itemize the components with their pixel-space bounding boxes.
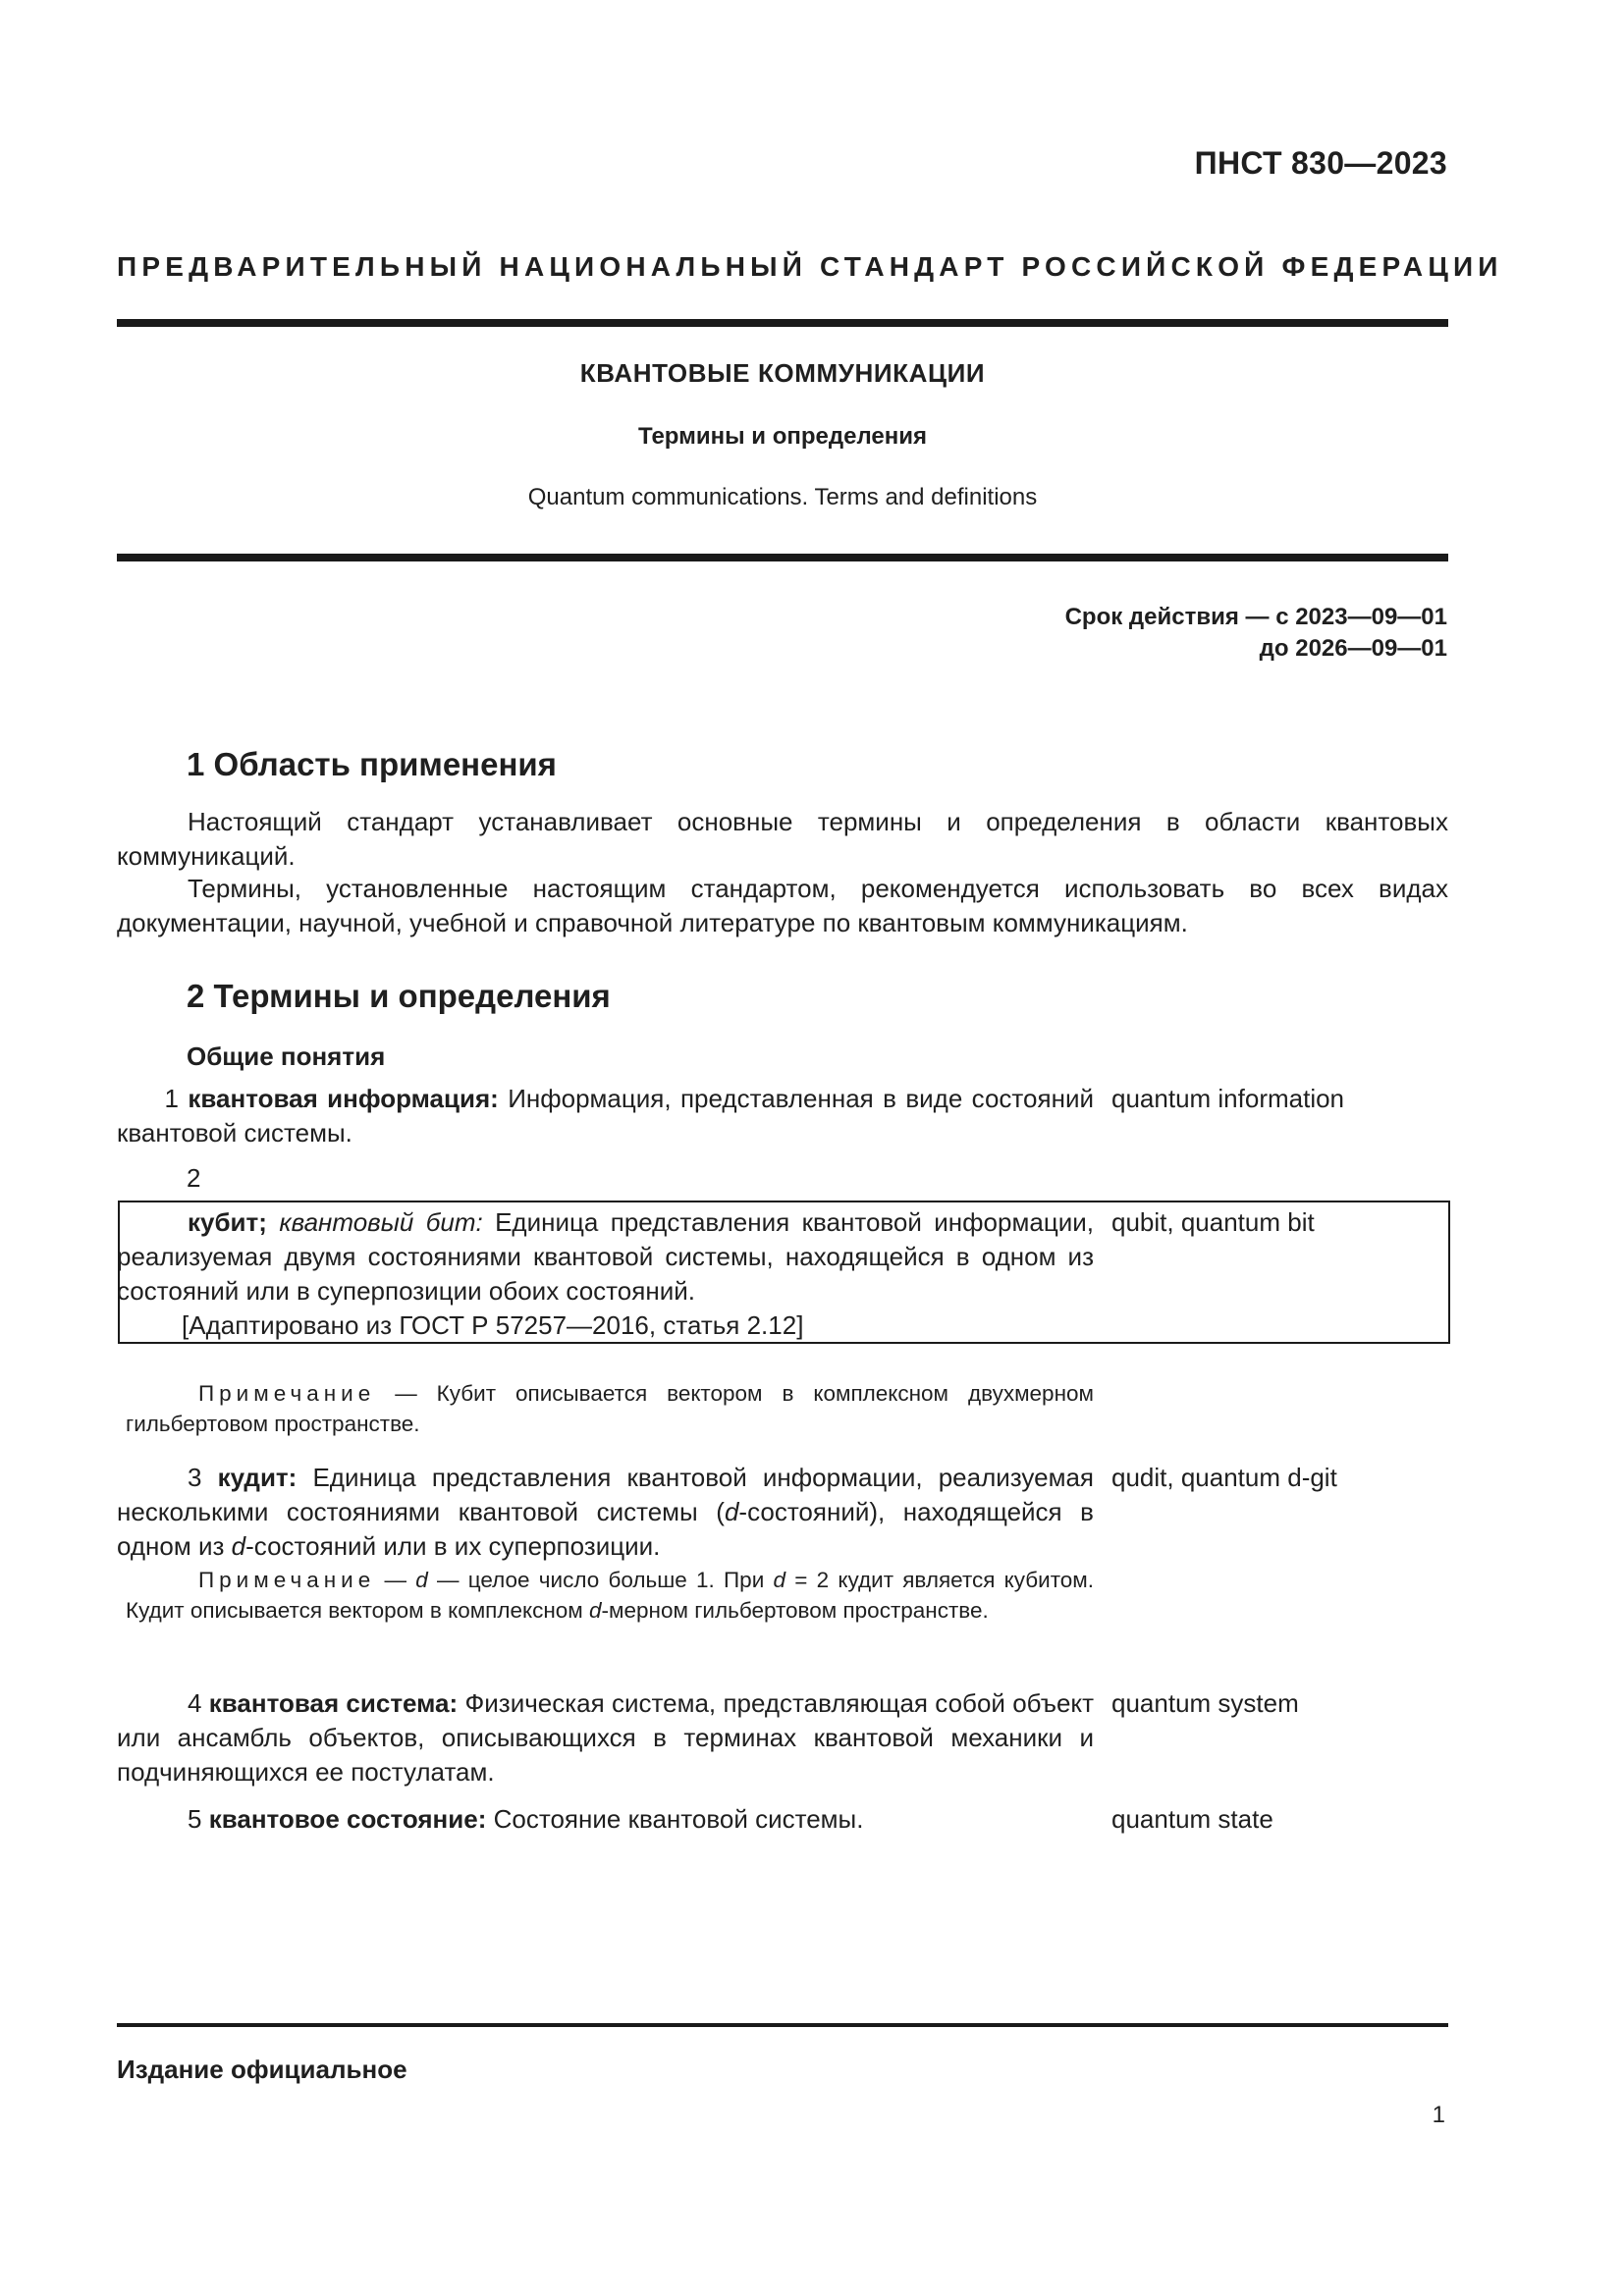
term-2-definition: Единица представления квантовой информации, реализуемая двумя состояниями квантовой системы, находящейся в одном из состояний или в суперпозиции обоих состояний. (117, 1207, 1094, 1306)
validity-from: Срок действия — с 2023—09—01 (1064, 604, 1447, 630)
title-main: КВАНТОВЫЕ КОММУНИКАЦИИ (579, 358, 986, 388)
term-1-definition: Информация, представленная в виде состояний квантовой системы. (117, 1084, 1094, 1148)
term-2-number: 2 (187, 1163, 201, 1193)
term-2 (117, 1205, 1094, 1343)
term-1-number: 1 (164, 1084, 179, 1113)
term-4-number: 4 (188, 1688, 202, 1718)
term-3-note-part: — целое число больше 1. При (437, 1568, 765, 1592)
term-1-english: quantum information (1111, 1084, 1345, 1113)
term-4-english: quantum system (1111, 1688, 1299, 1718)
term-3-note-d: d (589, 1598, 602, 1623)
term-5-definition: Состояние квантовой системы. (493, 1804, 864, 1834)
term-3-note-dash: — (384, 1568, 406, 1592)
term-5-number: 5 (188, 1804, 202, 1834)
document-number: ПНСТ 830—2023 (1194, 145, 1447, 181)
term-5-english: quantum state (1111, 1804, 1273, 1834)
term-2-note-label: Примечание (198, 1381, 376, 1406)
term-2-note-text: — Кубит описывается вектором в комплексном двухмерном гильбертовом пространстве. (126, 1381, 1094, 1436)
validity-to: до 2026—09—01 (1259, 635, 1447, 662)
section-2-heading: 2 Термины и определения (187, 978, 611, 1014)
top-divider (117, 319, 1448, 327)
section-1-paragraph-2: Термины, установленные настоящим стандартом, рекомендуется использовать во всех видах документации, научной, учебной и справочной литературе по квантовым коммуникациям. (117, 874, 1448, 937)
title-divider (117, 554, 1448, 561)
term-3-definition-part: -состояний или в их суперпозиции. (245, 1531, 661, 1561)
standard-type: ПРЕДВАРИТЕЛЬНЫЙ НАЦИОНАЛЬНЫЙ СТАНДАРТ РОССИЙСКОЙ ФЕДЕРАЦИИ (117, 251, 1503, 282)
term-3-number: 3 (188, 1463, 202, 1492)
term-5 (117, 1802, 1094, 1837)
term-2-english: qubit, quantum bit (1111, 1207, 1315, 1237)
term-1 (117, 1082, 1094, 1150)
term-4 (117, 1686, 1094, 1789)
term-1-name: квантовая информация: (188, 1084, 499, 1113)
term-2-synonym: квантовый бит: (279, 1207, 483, 1237)
term-3-note-d: d (415, 1568, 428, 1592)
term-2-note (126, 1378, 1094, 1439)
term-4-definition: Физическая система, представляющая собой объект или ансамбль объектов, описывающихся в терминах квантовой механики и подчиняющихся ее постулатам. (117, 1688, 1094, 1787)
title-sub: Термины и определения (637, 423, 928, 450)
term-3-definition-part: Единица представления квантовой информации, реализуемая несколькими состояниями квантовой системы ( (117, 1463, 1094, 1526)
term-3-d-symbol: d (231, 1531, 246, 1561)
term-5-name: квантовое состояние: (208, 1804, 487, 1834)
term-3-d-symbol: d (724, 1497, 739, 1526)
term-3-note-label: Примечание (198, 1568, 376, 1592)
term-3-english: qudit, quantum d-git (1111, 1463, 1337, 1492)
page-number: 1 (1432, 2102, 1445, 2128)
term-4-name: квантовая система: (208, 1688, 459, 1718)
footer-divider (117, 2023, 1448, 2027)
term-2-source: [Адаптировано из ГОСТ Р 57257—2016, статья 2.12] (182, 1310, 804, 1340)
term-3-note (126, 1565, 1094, 1626)
title-english: Quantum communications. Terms and definitions (527, 484, 1038, 510)
subsection-heading: Общие понятия (187, 1041, 386, 1071)
validity-period (1065, 602, 1447, 665)
section-1-paragraph-1: Настоящий стандарт устанавливает основные термины и определения в области квантовых коммуникаций. (117, 807, 1448, 871)
section-1-heading: 1 Область применения (187, 746, 557, 782)
term-3 (117, 1461, 1094, 1564)
term-3-definition-part: -состояний), находящейся в одном из (117, 1497, 1094, 1561)
term-3-name: кудит: (217, 1463, 298, 1492)
official-edition-label: Издание официальное (117, 2055, 407, 2084)
term-3-note-d: d (773, 1568, 786, 1592)
term-2-name: кубит; (188, 1207, 267, 1237)
term-3-note-part: = 2 кудит является кубитом. Кудит описывается вектором в комплексном (126, 1568, 1095, 1623)
term-3-note-part: -мерном гильбертовом пространстве. (601, 1598, 989, 1623)
